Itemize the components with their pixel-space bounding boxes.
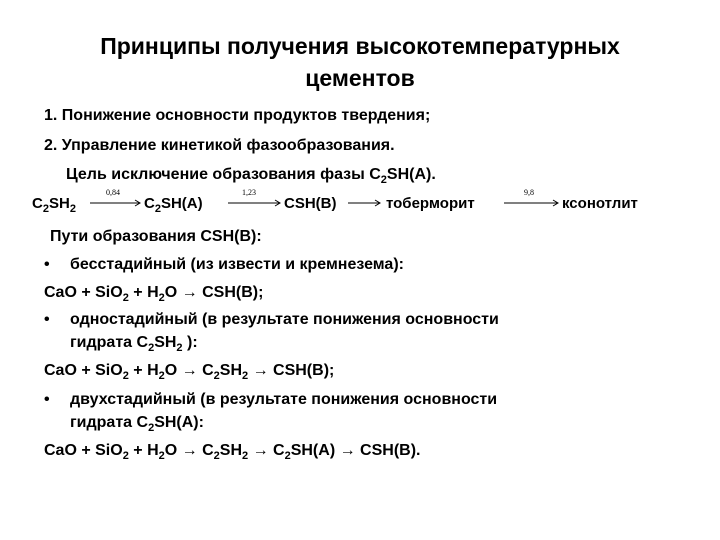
c2sh2-phase: $C_2SH_2$: [32, 195, 76, 215]
goal-subscript: 2: [380, 174, 387, 186]
bullet-glyph: •: [44, 256, 50, 273]
bullet-2-continuation: гидрата $C_2SH_2$ ):: [70, 334, 198, 354]
bullet-glyph: •: [44, 311, 50, 328]
bullet-2-text: одностадийный (в результате понижения основности: [70, 311, 499, 328]
equation-1: CaO + $SiO_2 + H_2O \to CSH(B)$;: [44, 284, 264, 304]
coef-1: 0,84: [106, 188, 120, 197]
arrow-icon: →: [252, 362, 269, 379]
c2sha-phase: $C_2SH(A)$: [144, 195, 203, 215]
bullet-3-text: двухстадийный (в результате понижения основности: [70, 391, 498, 408]
principle-1: 1. Понижение основности продуктов твердения;: [44, 107, 431, 124]
bullet-item-2: [44, 311, 499, 329]
slide-title: [0, 30, 720, 94]
principle-2: 2. Управление кинетикой фазообразования.: [44, 137, 395, 154]
title-line-1: Принципы получения высокотемпературных: [100, 33, 620, 59]
tobermorite-phase: тоберморит: [386, 195, 475, 212]
ways-title: Пути образования CSH(B):: [50, 228, 262, 245]
equation-3: CaO + $SiO_2 + H_2O \to C_2SH_2 \to C_2SH(A) \to CSH(B)$.: [44, 442, 421, 462]
goal-line: [66, 166, 436, 184]
bullet-glyph: •: [44, 391, 50, 408]
phase-transformation-scheme: [30, 188, 670, 218]
arrow-icon: →: [252, 442, 269, 459]
goal-end: SH(A).: [386, 166, 436, 183]
cshb-phase: CSH(B): [284, 195, 337, 212]
coef-2: 1,23: [242, 188, 256, 197]
arrow-icon: →: [181, 362, 198, 379]
arrow-icon: →: [339, 442, 356, 459]
equation-2: CaO + $SiO_2 + H_2O \to C_2SH_2 \to CSH(B)$;: [44, 362, 335, 382]
bullet-item-1: [44, 256, 404, 274]
title-line-2: цементов: [305, 65, 415, 91]
bullet-1-text: бесстадийный (из извести и кремнезема):: [70, 256, 404, 273]
xonotlite-phase: ксонотлит: [562, 195, 638, 212]
goal-text: Цель исключение образования фазы C: [66, 166, 381, 183]
arrow-icon: →: [181, 442, 198, 459]
bullet-3-continuation: гидрата $C_2SH(A)$:: [70, 414, 204, 434]
coef-3: 9,8: [524, 188, 534, 197]
arrow-icon: →: [181, 284, 198, 301]
bullet-item-3: [44, 391, 497, 409]
